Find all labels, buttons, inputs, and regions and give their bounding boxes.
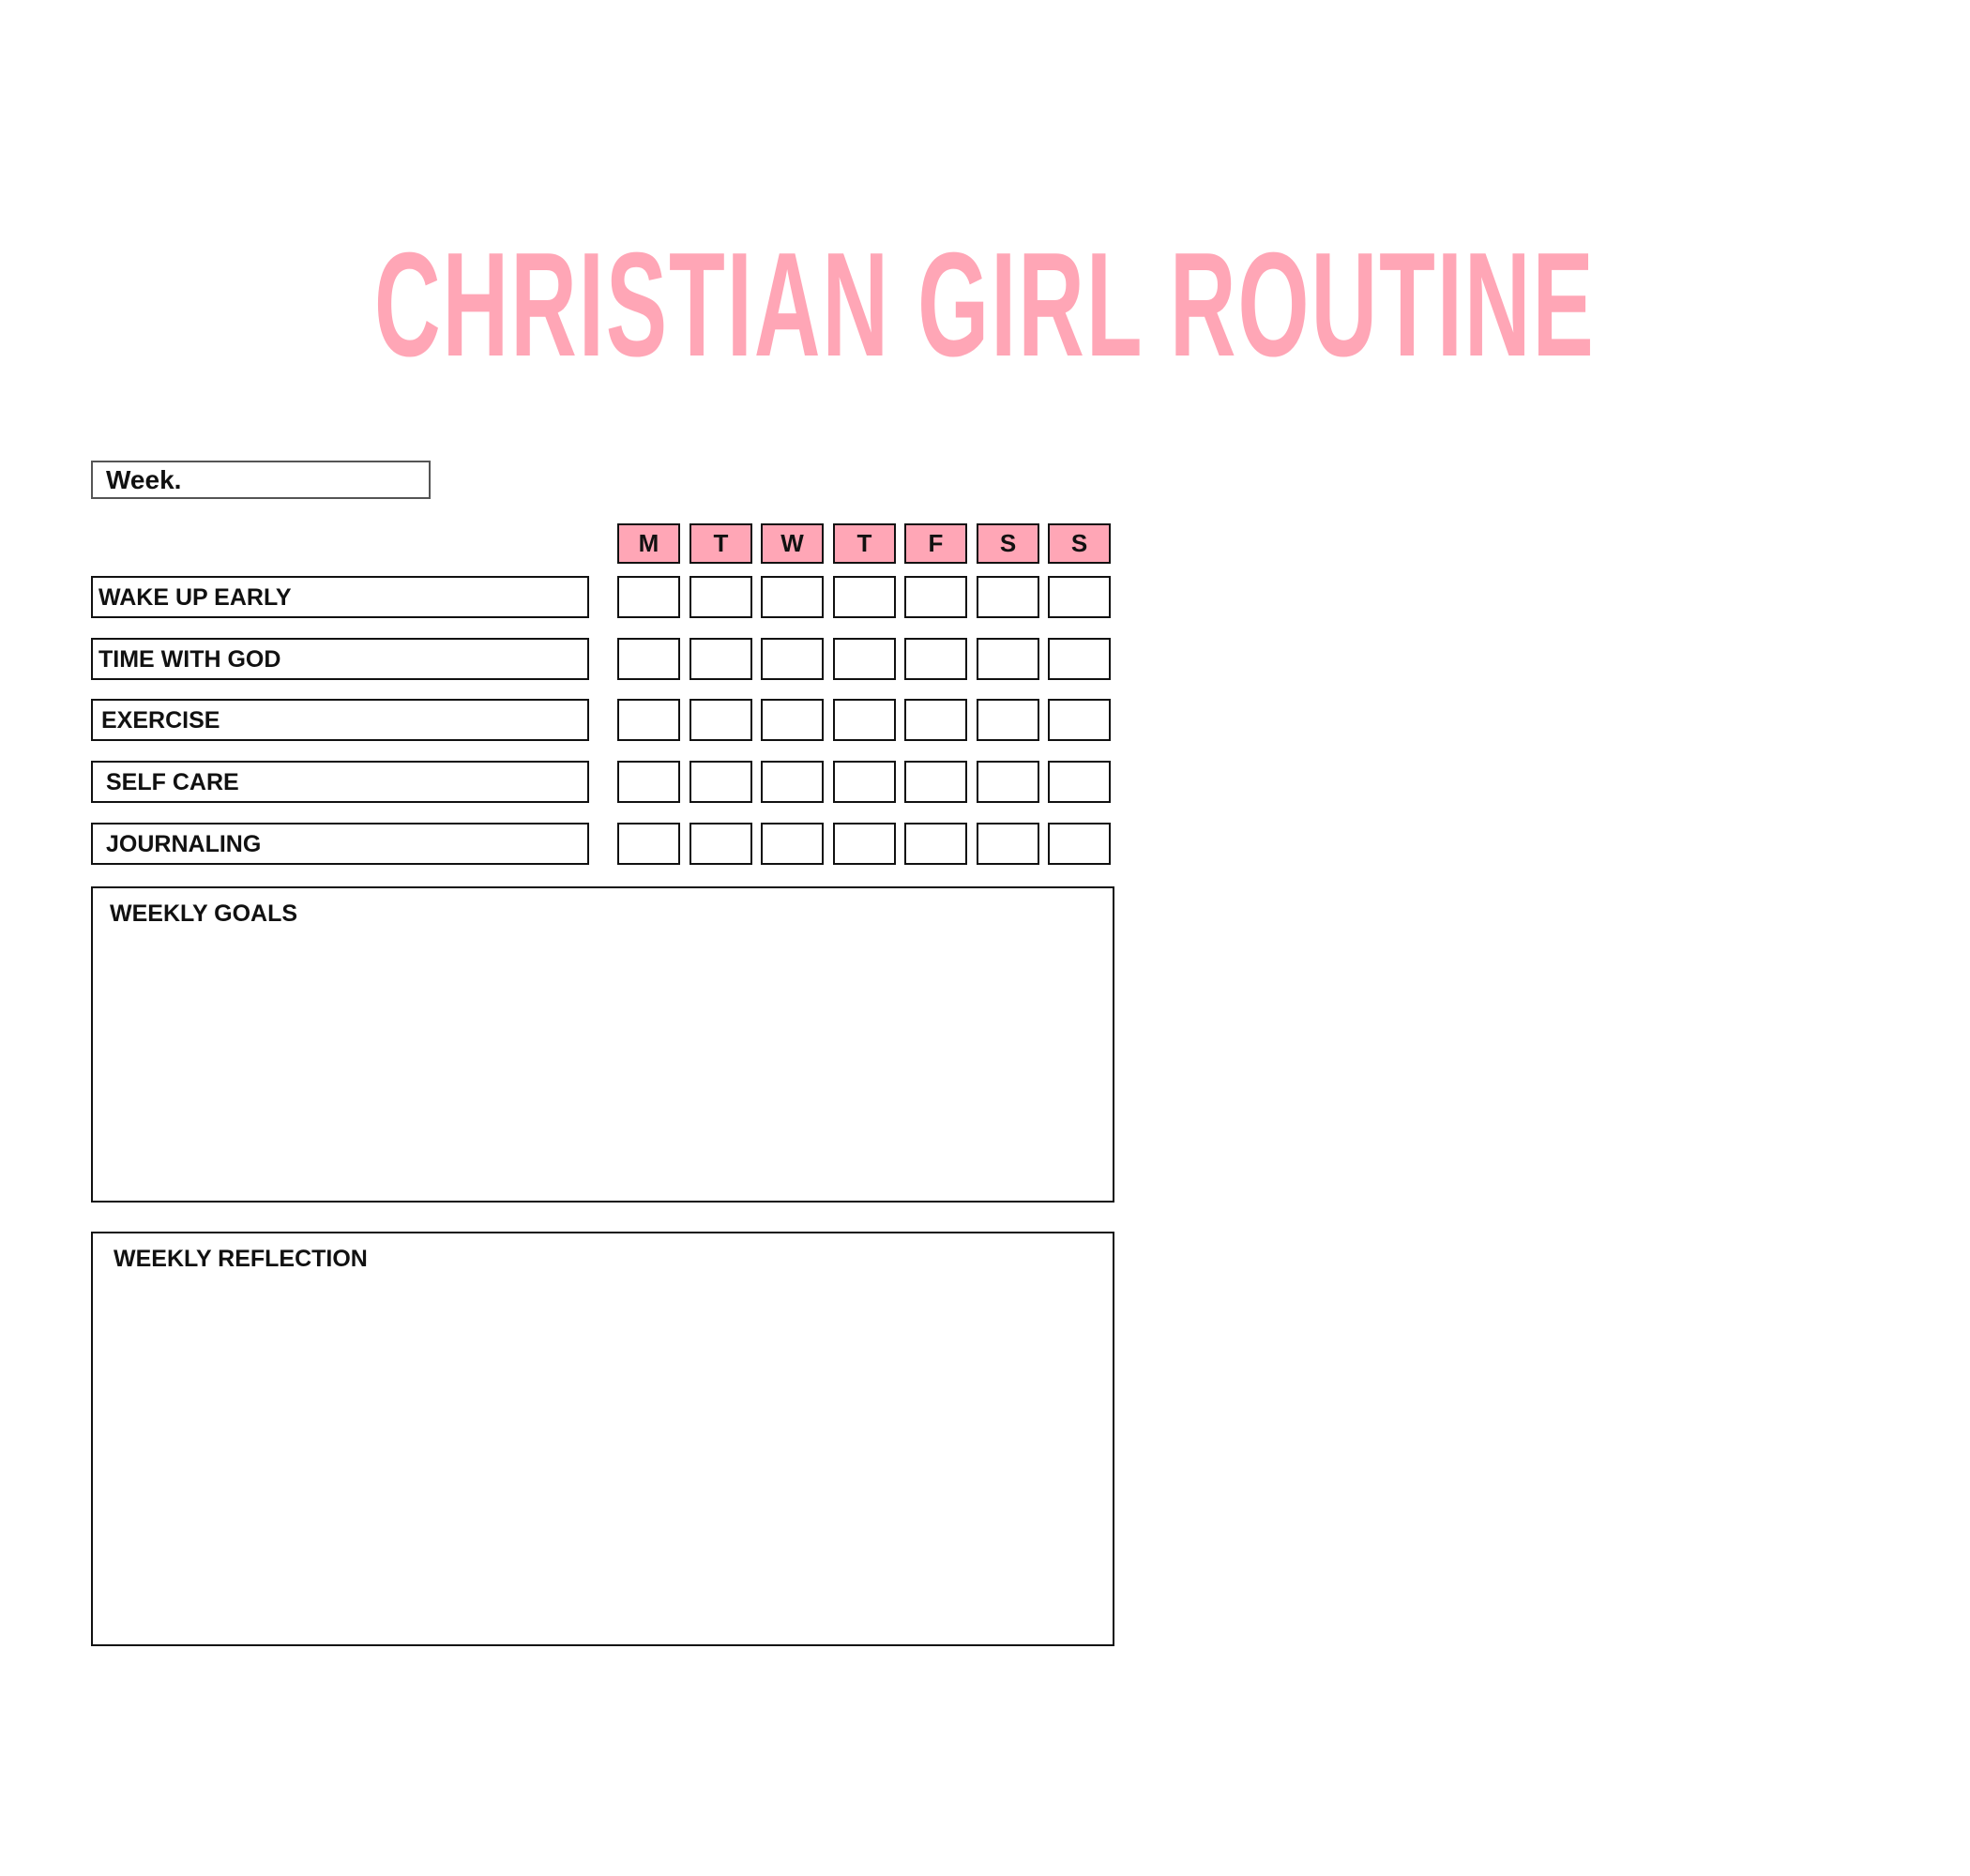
habit-checkbox-sunday[interactable] — [1048, 761, 1111, 803]
day-header-friday: F — [904, 523, 967, 564]
habit-checkbox-friday[interactable] — [904, 699, 967, 741]
habit-checkbox-monday[interactable] — [617, 699, 680, 741]
habit-checkbox-tuesday[interactable] — [690, 761, 752, 803]
week-field[interactable] — [91, 461, 431, 499]
habit-checkbox-tuesday[interactable] — [690, 823, 752, 865]
habit-checkbox-saturday[interactable] — [977, 638, 1039, 680]
habit-label: SELF CARE — [106, 769, 239, 795]
page-title: CHRISTIAN GIRL ROUTINE — [373, 222, 1596, 387]
day-header-tuesday: T — [690, 523, 752, 564]
habit-checkbox-thursday[interactable] — [833, 823, 896, 865]
habit-checkbox-friday[interactable] — [904, 576, 967, 618]
habit-checkbox-tuesday[interactable] — [690, 699, 752, 741]
habit-checkbox-thursday[interactable] — [833, 699, 896, 741]
habit-checkbox-monday[interactable] — [617, 761, 680, 803]
habit-checkbox-sunday[interactable] — [1048, 638, 1111, 680]
week-label: Week. — [106, 465, 182, 494]
habit-checkbox-saturday[interactable] — [977, 576, 1039, 618]
habit-checkbox-saturday[interactable] — [977, 699, 1039, 741]
weekly-goals-box[interactable] — [91, 886, 1114, 1203]
habit-checkbox-tuesday[interactable] — [690, 638, 752, 680]
day-header-monday: M — [617, 523, 680, 564]
habit-checkbox-thursday[interactable] — [833, 638, 896, 680]
day-header-thursday: T — [833, 523, 896, 564]
habit-checkbox-monday[interactable] — [617, 576, 680, 618]
habit-checkbox-friday[interactable] — [904, 823, 967, 865]
habit-label: TIME WITH GOD — [98, 646, 281, 673]
habit-checkbox-wednesday[interactable] — [761, 699, 824, 741]
habit-checkbox-saturday[interactable] — [977, 823, 1039, 865]
habit-checkbox-wednesday[interactable] — [761, 576, 824, 618]
habit-row-label-box — [91, 638, 589, 680]
habit-checkbox-sunday[interactable] — [1048, 699, 1111, 741]
habit-checkbox-sunday[interactable] — [1048, 576, 1111, 618]
habit-label: WAKE UP EARLY — [98, 584, 292, 611]
habit-row-label-box — [91, 576, 589, 618]
habit-checkbox-monday[interactable] — [617, 823, 680, 865]
habit-checkbox-sunday[interactable] — [1048, 823, 1111, 865]
habit-row-label-box — [91, 761, 589, 803]
habit-checkbox-thursday[interactable] — [833, 576, 896, 618]
habit-label: JOURNALING — [106, 831, 262, 857]
weekly-reflection-label: WEEKLY REFLECTION — [114, 1246, 368, 1272]
day-header-wednesday: W — [761, 523, 824, 564]
habit-checkbox-tuesday[interactable] — [690, 576, 752, 618]
habit-checkbox-friday[interactable] — [904, 761, 967, 803]
habit-label: EXERCISE — [101, 707, 220, 734]
habit-checkbox-friday[interactable] — [904, 638, 967, 680]
page-title-container — [0, 222, 1596, 387]
habit-checkbox-wednesday[interactable] — [761, 638, 824, 680]
day-header-sunday: S — [1048, 523, 1111, 564]
day-header-saturday: S — [977, 523, 1039, 564]
habit-checkbox-monday[interactable] — [617, 638, 680, 680]
weekly-reflection-box[interactable] — [91, 1232, 1114, 1646]
habit-checkbox-thursday[interactable] — [833, 761, 896, 803]
habit-row-label-box — [91, 823, 589, 865]
habit-checkbox-wednesday[interactable] — [761, 823, 824, 865]
habit-checkbox-saturday[interactable] — [977, 761, 1039, 803]
weekly-goals-label: WEEKLY GOALS — [110, 900, 298, 927]
habit-row-label-box — [91, 699, 589, 741]
habit-checkbox-wednesday[interactable] — [761, 761, 824, 803]
